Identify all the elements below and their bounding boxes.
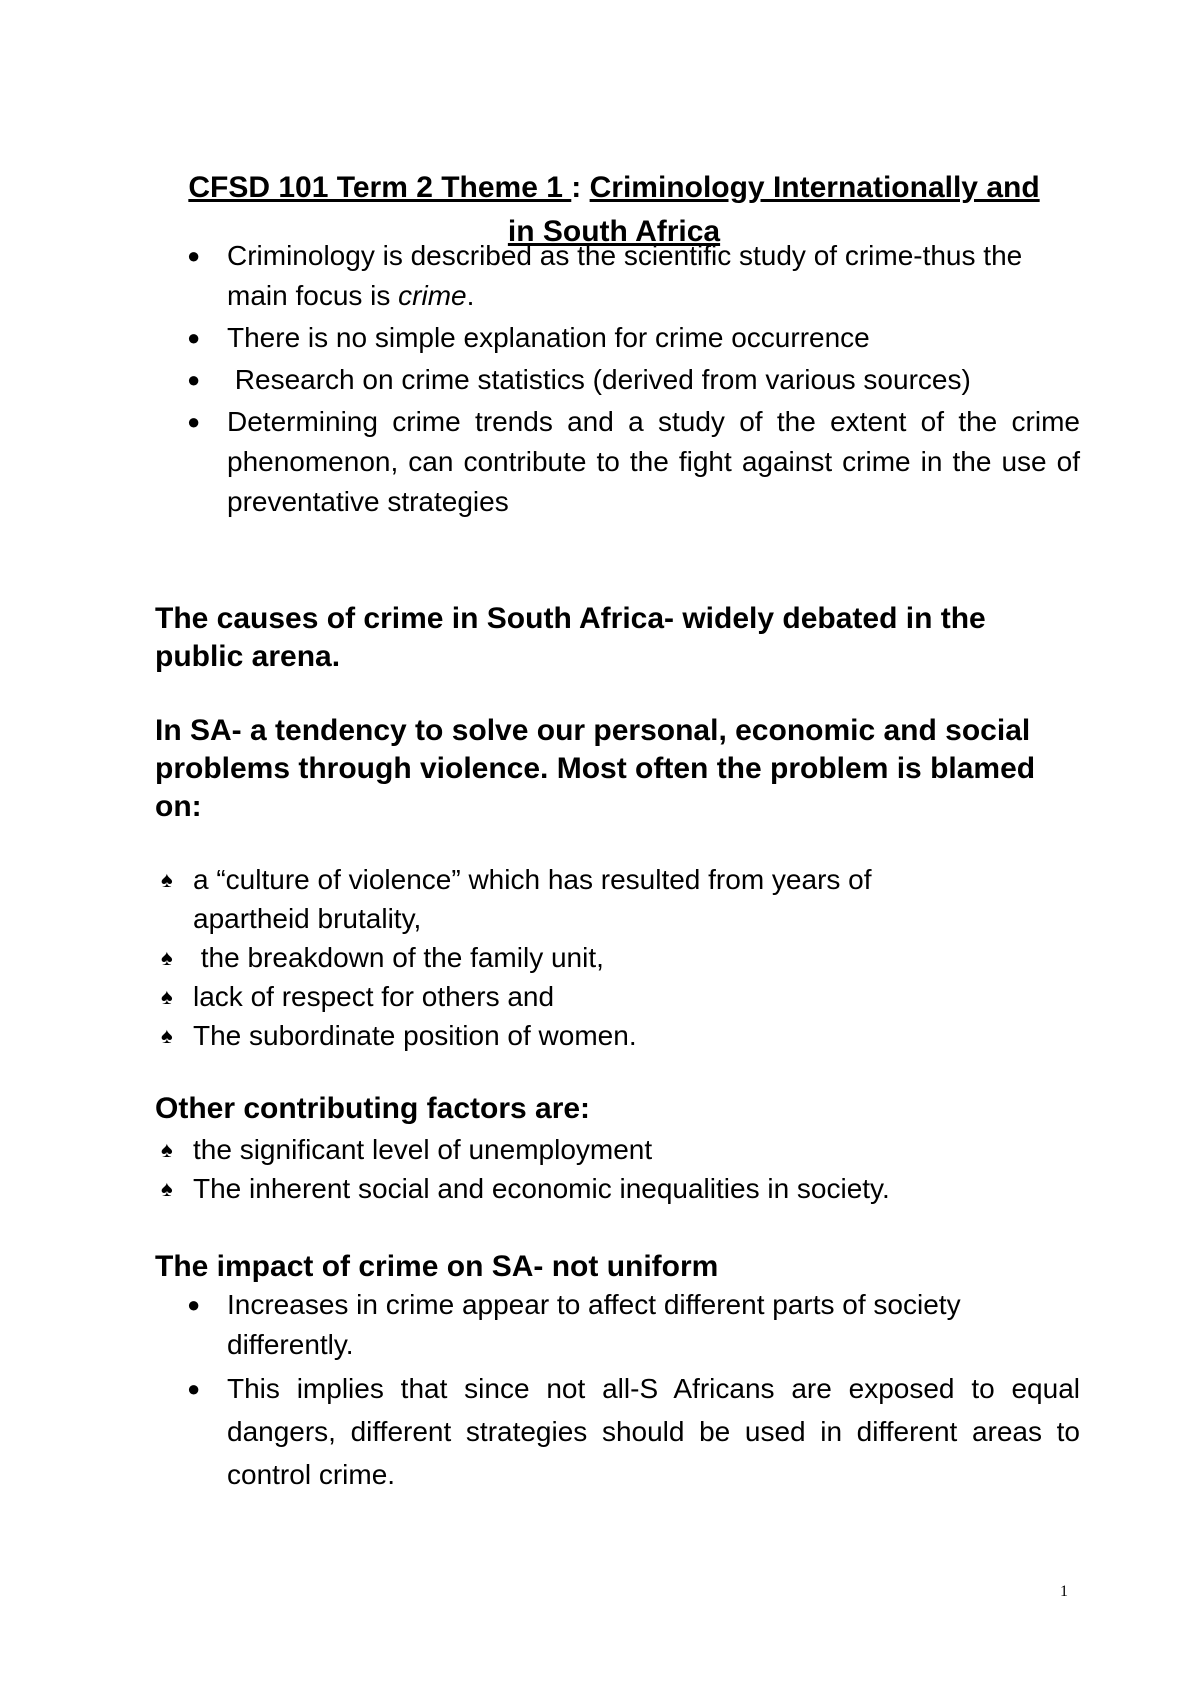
- item-text: a “culture of violence” which has resulted from years of: [193, 864, 872, 895]
- list-item: [155, 1130, 1080, 1169]
- spade-icon: ♠: [161, 945, 173, 970]
- bullet-icon: ●: [187, 243, 201, 268]
- other-factors-list: [155, 1130, 1080, 1208]
- impact-heading: The impact of crime on SA- not uniform: [155, 1250, 719, 1283]
- spade-icon: ♠: [161, 1176, 173, 1201]
- spade-icon: ♠: [161, 1023, 173, 1048]
- list-item: [155, 318, 1080, 358]
- title-separator: :: [571, 171, 590, 204]
- bullet-text: There is no simple explanation for crime occurrence: [227, 322, 870, 353]
- title-theme-line2: in South Africa: [507, 215, 721, 248]
- item-text: the significant level of unemployment: [193, 1134, 653, 1165]
- bullet-text: This implies that since not all-S Africans are exposed to equal dangers, different strategies should be used in different areas to control crime.: [227, 1373, 1080, 1490]
- bullet-text: Increases in crime appear to affect different parts of society differently.: [227, 1289, 961, 1360]
- page-number: 1: [1060, 1583, 1068, 1600]
- list-item: [155, 1169, 1080, 1208]
- bullet-icon: ●: [187, 325, 201, 350]
- spade-icon: ♠: [161, 984, 173, 1009]
- title-course-code: CFSD 101 Term 2 Theme 1: [188, 171, 572, 204]
- spade-icon: ♠: [161, 1137, 173, 1162]
- bullet-text: Criminology is described as the scientific study of crime-thus the main focus is: [227, 240, 1023, 311]
- item-text: lack of respect for others and: [193, 981, 555, 1012]
- bullet-icon: ●: [187, 1376, 201, 1401]
- list-item: [155, 1016, 1080, 1055]
- list-item: [155, 977, 1080, 1016]
- bullet-text: Determining crime trends and a study of the extent of the crime phenomenon, can contribute to the fight against crime in the use of preventative strategies: [227, 406, 1080, 517]
- list-item: [155, 236, 1080, 316]
- title-theme-line1: Criminology Internationally and: [589, 171, 1040, 204]
- item-text-continued: apartheid brutality,: [193, 903, 422, 934]
- bullet-icon: ●: [187, 367, 201, 392]
- item-text: The subordinate position of women.: [193, 1020, 637, 1051]
- list-item: [155, 938, 1080, 977]
- list-item: [155, 1367, 1080, 1496]
- other-factors-heading: Other contributing factors are:: [155, 1092, 591, 1125]
- list-item: [155, 402, 1080, 522]
- impact-bullet-list: [155, 1285, 1080, 1502]
- list-item: [155, 1285, 1080, 1365]
- bullet-text: Research on crime statistics (derived from various sources): [227, 364, 971, 395]
- emphasis-text: crime: [398, 280, 467, 311]
- blamed-list: [155, 860, 1080, 1055]
- item-text: The inherent social and economic inequalities in society.: [193, 1173, 890, 1204]
- bullet-icon: ●: [187, 1292, 201, 1317]
- sa-heading: In SA- a tendency to solve our personal, economic and social problems through violence. Most often the problem is blamed on:: [155, 714, 1036, 823]
- list-item: [155, 360, 1080, 400]
- bullet-text-end: .: [466, 280, 475, 311]
- bullet-icon: ●: [187, 409, 201, 434]
- intro-bullet-list: [155, 236, 1080, 528]
- causes-heading: The causes of crime in South Africa- widely debated in the public arena.: [155, 602, 986, 673]
- item-text: the breakdown of the family unit,: [193, 942, 604, 973]
- list-item: [155, 860, 1080, 938]
- spade-icon: ♠: [161, 867, 173, 892]
